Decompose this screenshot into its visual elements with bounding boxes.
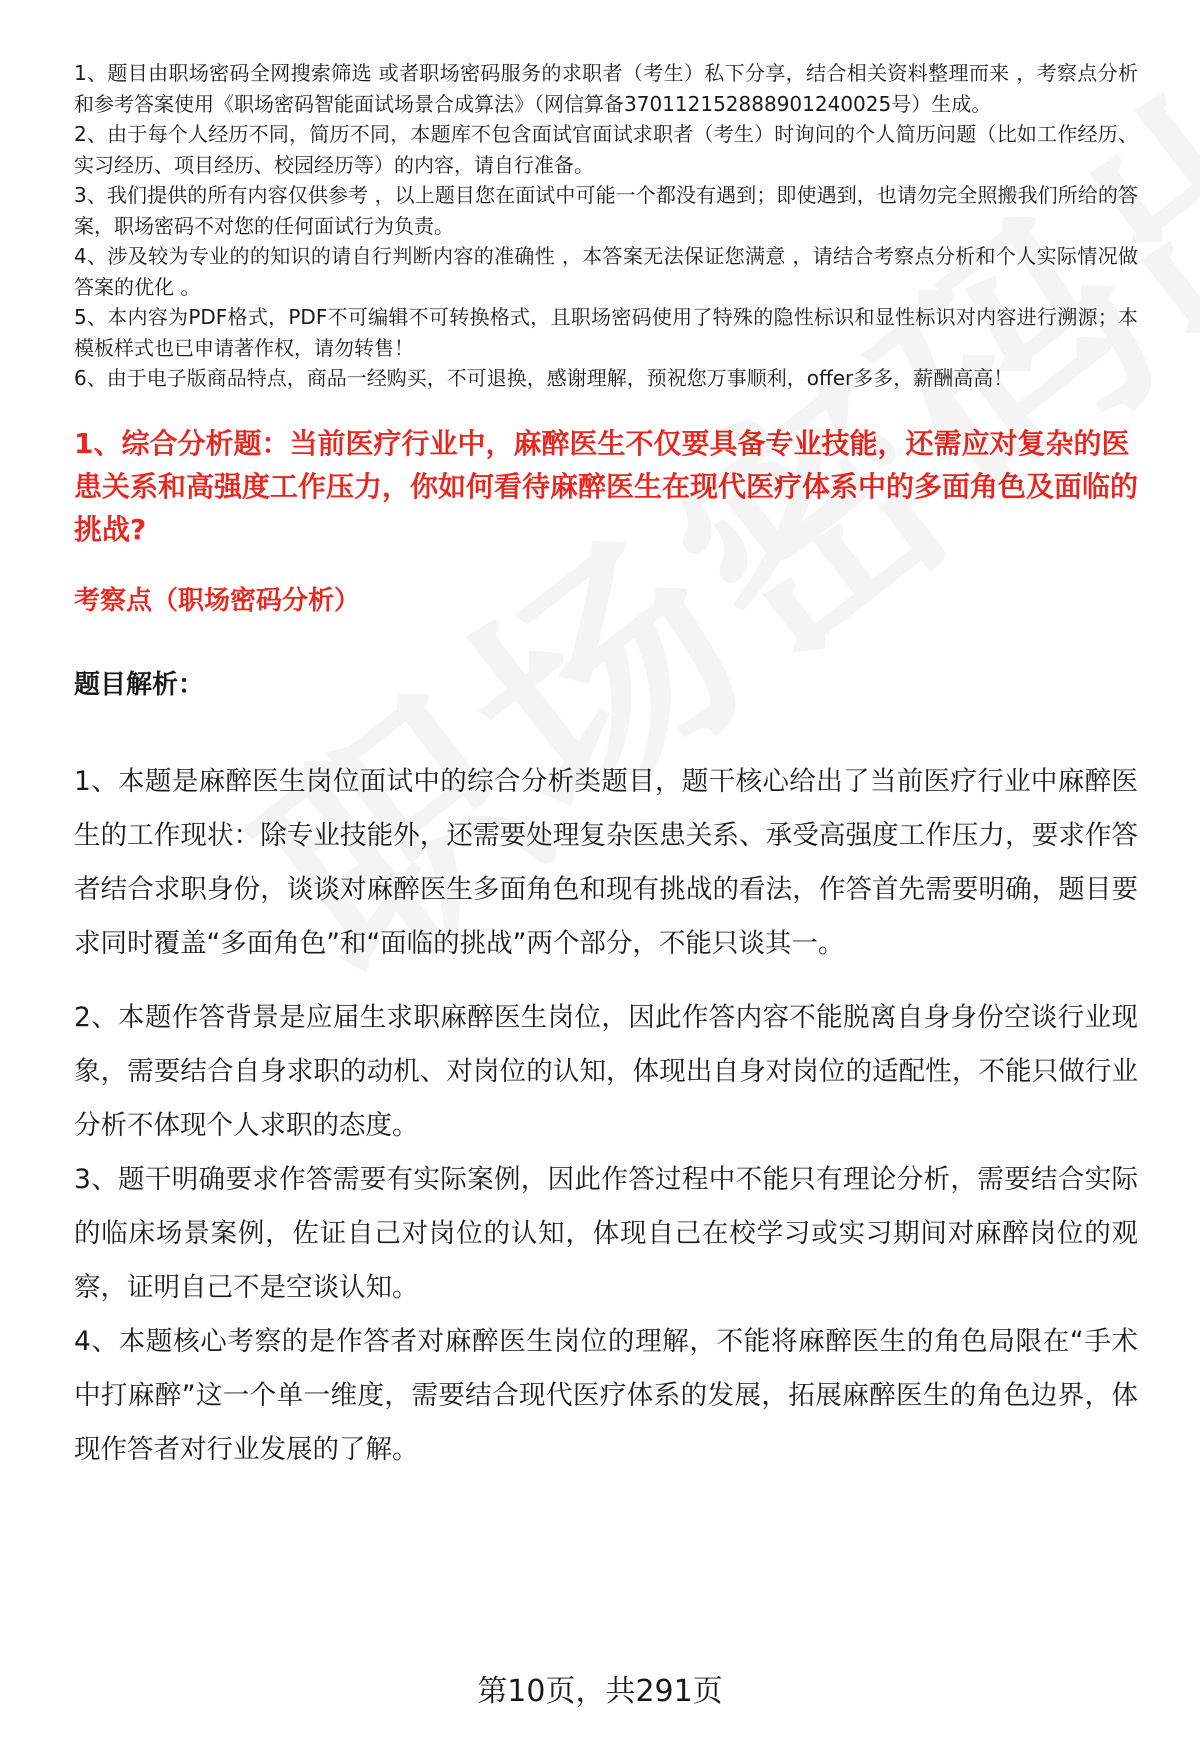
exam-point-heading: 考察点（职场密码分析） [74,585,361,616]
analysis-paragraph: 1、本题是麻醉医生岗位面试中的综合分析类题目，题干核心给出了当前医疗行业中麻醉医生的工作现状：除专业技能外，还需要处理复杂医患关系、承受高强度工作压力，要求作答者结合求职身份，谈谈对麻醉医生多面角色和现有挑战的看法，作答首先需要明确，题目要求同时覆盖“多面角色”和“面临的挑战”两个部分，不能只谈其一。 [74,765,1138,959]
analysis-paragraph: 3、题干明确要求作答需要有实际案例，因此作答过程中不能只有理论分析，需要结合实际的临床场景案例，佐证自己对岗位的认知，体现自己在校学习或实习期间对麻醉岗位的观察，证明自己不是空谈认知。 [74,1163,1138,1303]
notice-item: 6、由于电子版商品特点，商品一经购买，不可退换，感谢理解，预祝您万事顺利，offer多多，薪酬高高！ [74,366,1014,390]
analysis-paragraph: 2、本题作答背景是应届生求职麻醉医生岗位，因此作答内容不能脱离自身身份空谈行业现象，需要结合自身求职的动机、对岗位的认知，体现出自身对岗位的适配性，不能只做行业分析不体现个人求职的态度。 [74,1001,1138,1141]
notice-item: 4、涉及较为专业的的知识的请自行判断内容的准确性 ，本答案无法保证您满意 ，请结合考察点分析和个人实际情况做答案的优化 。 [74,244,1138,299]
notice-item: 5、本内容为PDF格式，PDF不可编辑不可转换格式，且职场密码使用了特殊的隐性标识和显性标识对内容进行溯源；本模板样式也已申请著作权，请勿转售！ [74,305,1138,360]
notice-section [74,58,1138,394]
question-title: 1、综合分析题：当前医疗行业中，麻醉医生不仅要具备专业技能，还需应对复杂的医患关系和高强度工作压力，你如何看待麻醉医生在现代医疗体系中的多面角色及面临的挑战? [74,426,1139,546]
analysis-heading: 题目解析： [74,669,205,700]
analysis-paragraph: 4、本题核心考察的是作答者对麻醉医生岗位的理解，不能将麻醉医生的角色局限在“手术中打麻醉”这一个单一维度，需要结合现代医疗体系的发展，拓展麻醉医生的角色边界，体现作答者对行业发展的了解。 [74,1325,1138,1465]
page-number: 第10页，共291页 [477,1674,723,1709]
notice-item: 3、我们提供的所有内容仅供参考 ，以上题目您在面试中可能一个都没有遇到；即使遇到，也请勿完全照搬我们所给的答案，职场密码不对您的任何面试行为负责。 [74,183,1138,238]
notice-item: 1、题目由职场密码全网搜索筛选 或者职场密码服务的求职者（考生）私下分享，结合相关资料整理而来 ，考察点分析和参考答案使用《职场密码智能面试场景合成算法》（网信算备370112152888901240025号）生成。 [74,61,1138,116]
analysis-section [74,755,1138,1477]
notice-item: 2、由于每个人经历不同，简历不同，本题库不包含面试官面试求职者（考生）时询问的个人简历问题（比如工作经历、实习经历、项目经历、校园经历等）的内容，请自行准备。 [74,122,1138,177]
